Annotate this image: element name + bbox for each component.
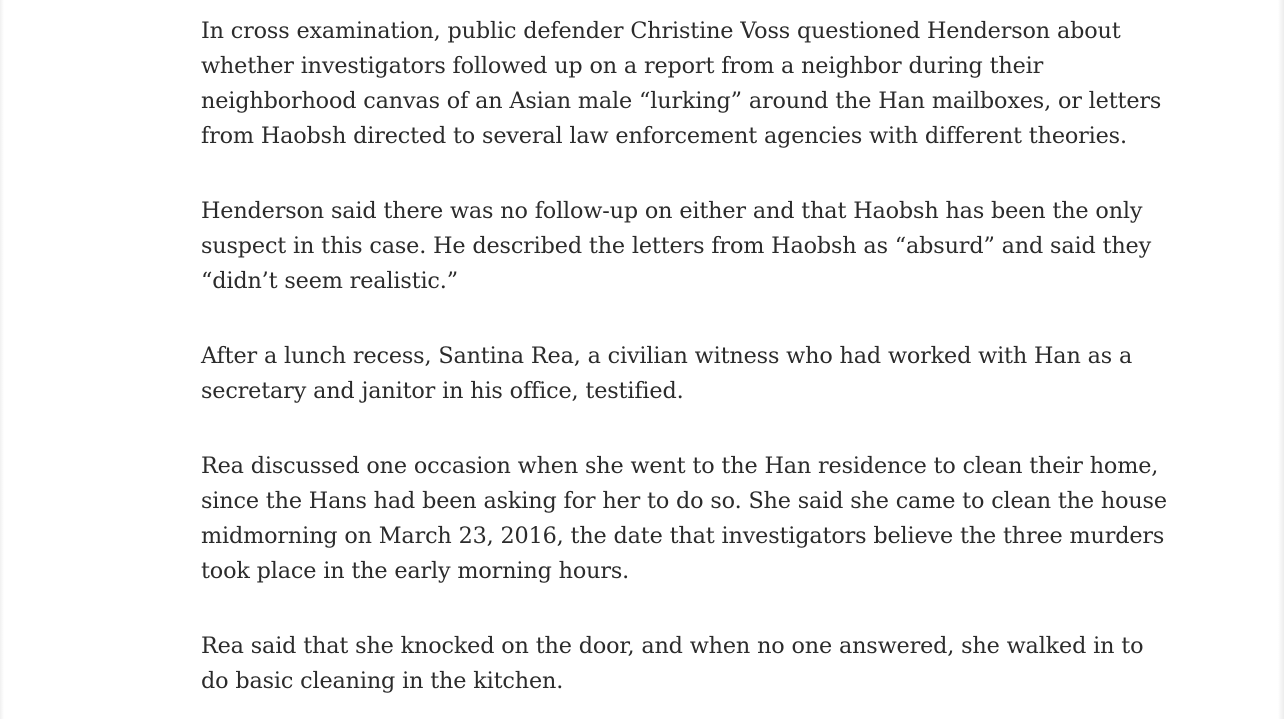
paragraph-rea-knocked: Rea said that she knocked on the door, and when no one answered, she walked in to do basic cleaning in the kitchen. bbox=[201, 633, 1144, 694]
page-left-edge bbox=[0, 0, 4, 719]
paragraph-lunch-recess: After a lunch recess, Santina Rea, a civilian witness who had worked with Han as a secretary and janitor in his office, testified. bbox=[201, 343, 1133, 404]
article-body bbox=[201, 14, 1171, 719]
paragraph-henderson-response: Henderson said there was no follow-up on either and that Haobsh has been the only suspect in this case. He described the letters from Haobsh as “absurd” and said they “didn’t seem realistic.” bbox=[201, 198, 1152, 294]
paragraph-rea-cleaning: Rea discussed one occasion when she went to the Han residence to clean their home, since the Hans had been asking for her to do so. She said she came to clean the house midmorning on March 23, 2016, the date that investigators believe the three murders took place in the early morning hours. bbox=[201, 453, 1167, 584]
paragraph-cross-examination: In cross examination, public defender Christine Voss questioned Henderson about whether investigators followed up on a report from a neighbor during their neighborhood canvas of an Asian male “lurking” around the Han mailboxes, or letters from Haobsh directed to several law enforcement agencies with different theories. bbox=[201, 18, 1162, 149]
page-right-edge bbox=[1278, 0, 1284, 719]
